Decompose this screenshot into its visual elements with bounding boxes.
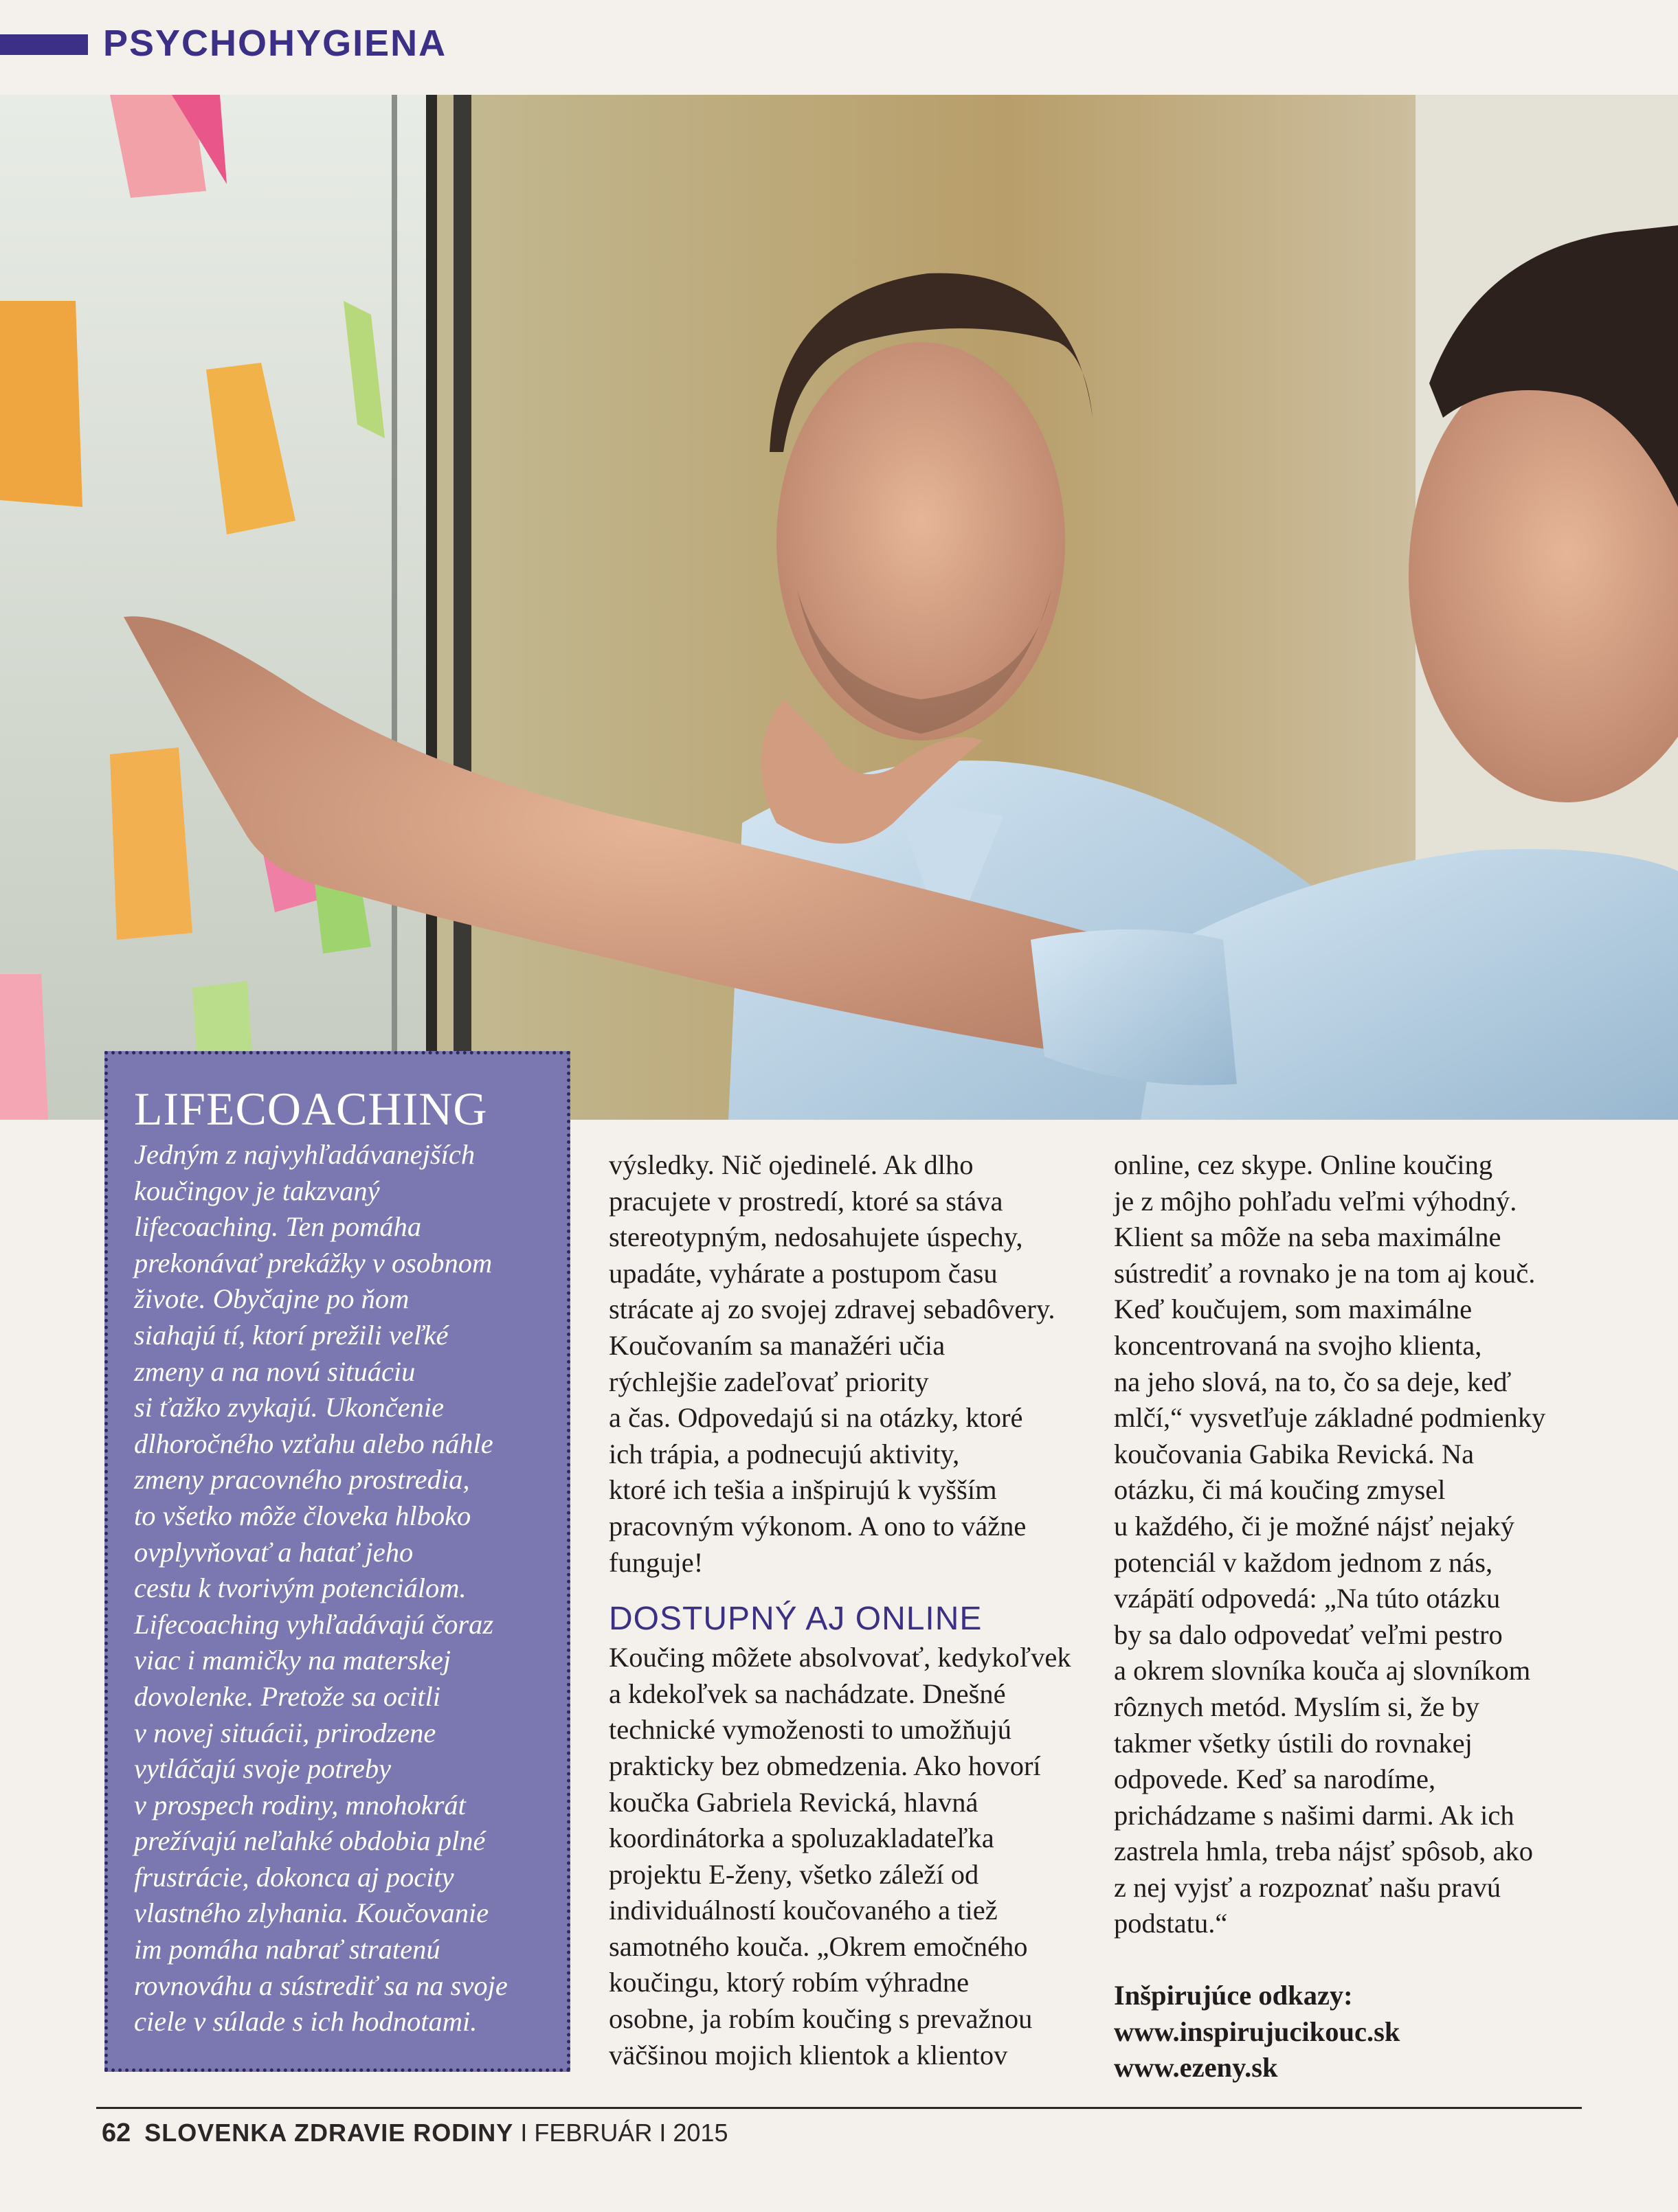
text-line: a čas. Odpovedajú si na otázky, ktoré xyxy=(609,1402,1023,1434)
sidebar-line: zmeny pracovného prostredia, xyxy=(134,1464,470,1496)
sidebar-line: prekonávať prekážky v osobnom xyxy=(134,1247,493,1278)
text-line: Keď koučujem, som maximálne xyxy=(1114,1294,1473,1325)
text-line: takmer všetky ústili do rovnakej xyxy=(1114,1727,1473,1759)
text-line: mlčí,“ vysvetľuje základné podmienky xyxy=(1114,1402,1546,1434)
sidebar-line: zmeny a na novú situáciu xyxy=(134,1355,416,1387)
text-line: prichádzame s našimi darmi. Ak ich xyxy=(1114,1799,1514,1831)
text-line: Koučing môžete absolvovať, kedykoľvek xyxy=(609,1642,1071,1673)
section-title: PSYCHOHYGIENA xyxy=(103,23,447,64)
text-line: stereotypným, nedosahujete úspechy, xyxy=(609,1221,1023,1253)
issue-month: FEBRUÁR xyxy=(534,2119,653,2147)
text-line: pracujete v prostredí, ktoré sa stáva xyxy=(609,1185,1003,1217)
sidebar-line: siahajú tí, ktorí prežili veľké xyxy=(134,1319,449,1351)
footer-separator: I xyxy=(520,2119,528,2147)
text-line: online, cez skype. Online koučing xyxy=(1114,1149,1493,1180)
sidebar-line: lifecoaching. Ten pomáha xyxy=(134,1211,422,1243)
subheading: DOSTUPNÝ AJ ONLINE xyxy=(609,1601,983,1638)
sidebar-line: Lifecoaching vyhľadávajú čoraz xyxy=(134,1608,494,1640)
text-line: odpovede. Keď sa narodíme, xyxy=(1114,1763,1436,1795)
text-line: osobne, ja robím koučing s prevažnou xyxy=(609,2003,1033,2035)
text-line: pracovným výkonom. A ono to vážne xyxy=(609,1510,1027,1542)
text-line: rýchlejšie zadeľovať priority xyxy=(609,1366,929,1397)
links-title: Inšpirujúce odkazy: xyxy=(1114,1980,1353,2011)
text-line: by sa dalo odpovedať veľmi pestro xyxy=(1114,1618,1503,1650)
text-line: na jeho slová, na to, čo sa deje, keď xyxy=(1114,1366,1512,1397)
text-line: ich trápia, a podnecujú aktivity, xyxy=(609,1438,960,1469)
link-inspirujucikouc[interactable]: www.inspirujucikouc.sk xyxy=(1114,2016,1400,2047)
text-line: z nej vyjsť a rozpoznať našu pravú xyxy=(1114,1871,1501,1903)
text-line: vzápätí odpovedá: „Na túto otázku xyxy=(1114,1583,1501,1614)
sidebar-line: dlhoročného vzťahu alebo náhle xyxy=(134,1427,493,1459)
links-block xyxy=(1114,1978,1609,2086)
page-footer xyxy=(102,2119,728,2148)
footer-rule xyxy=(96,2107,1582,2109)
sidebar-line: živote. Obyčajne po ňom xyxy=(134,1283,410,1315)
text-line: výsledky. Nič ojedinelé. Ak dlho xyxy=(609,1149,974,1180)
text-line: rôznych metód. Myslím si, že by xyxy=(1114,1691,1480,1722)
sidebar-line: Jedným z najvyhľadávanejších xyxy=(134,1139,476,1170)
sidebar-line: to všetko môže človeka hlboko xyxy=(134,1500,471,1531)
text-line: koučingu, ktorý robím výhradne xyxy=(609,1967,970,1998)
text-line: projektu E-ženy, všetko záleží od xyxy=(609,1858,979,1890)
sidebar-line: v prospech rodiny, mnohokrát xyxy=(134,1789,466,1820)
page-number: 62 xyxy=(102,2119,131,2147)
sidebar-title: LIFECOACHING xyxy=(134,1083,488,1135)
text-line: väčšinou mojich klientok a klientov xyxy=(609,2039,1008,2070)
sidebar-line: cestu k tvorivým potenciálom. xyxy=(134,1572,467,1604)
text-line: u každého, či je možné nájsť nejaký xyxy=(1114,1510,1514,1542)
text-line: upadáte, vyhárate a postupom času xyxy=(609,1257,998,1289)
sidebar-line: frustrácie, dokonca aj pocity xyxy=(134,1861,454,1893)
text-line: koučovania Gabika Revická. Na xyxy=(1114,1438,1475,1469)
text-line: prakticky bez obmedzenia. Ako hovorí xyxy=(609,1750,1041,1781)
text-line: potenciál v každom jednom z nás, xyxy=(1114,1546,1493,1578)
text-line: otázku, či má koučing zmysel xyxy=(1114,1474,1446,1506)
footer-separator: I xyxy=(659,2119,667,2147)
text-line: a kdekoľvek sa nachádzate. Dnešné xyxy=(609,1678,1006,1709)
text-line: ktoré ich tešia a inšpirujú k vyšším xyxy=(609,1474,997,1506)
text-line: Koučovaním sa manažéri učia xyxy=(609,1329,946,1361)
text-line: podstatu.“ xyxy=(1114,1908,1228,1939)
sidebar-line: vlastného zlyhania. Koučovanie xyxy=(134,1897,489,1929)
sidebar-line: ovplyvňovať a hatať jeho xyxy=(134,1536,414,1568)
text-line: zastrela hmla, treba nájsť spôsob, ako xyxy=(1114,1836,1533,1867)
section-bar xyxy=(0,34,88,55)
link-ezeny[interactable]: www.ezeny.sk xyxy=(1114,2052,1278,2084)
text-line: koordinátorka a spoluzakladateľka xyxy=(609,1822,994,1854)
sidebar-line: prežívajú neľahké obdobia plné xyxy=(134,1825,486,1857)
text-line: Klient sa môže na seba maximálne xyxy=(1114,1221,1501,1253)
article-column-right xyxy=(1114,1147,1609,2086)
article-column-middle xyxy=(609,1147,1104,2073)
sidebar-line: v novej situácii, prirodzene xyxy=(134,1717,436,1748)
text-line: funguje! xyxy=(609,1546,704,1578)
header-photo xyxy=(0,95,1678,1120)
lifecoaching-sidebar xyxy=(104,1051,570,2072)
text-line: sústrediť a rovnako je na tom aj kouč. xyxy=(1114,1257,1536,1289)
text-line: koncentrovaná na svojho klienta, xyxy=(1114,1329,1482,1361)
sidebar-line: viac i mamičky na materskej xyxy=(134,1645,451,1676)
sidebar-line: im pomáha nabrať stratenú xyxy=(134,1934,440,1965)
text-line: samotného kouča. „Okrem emočného xyxy=(609,1930,1028,1962)
sidebar-line: rovnováhu a sústrediť sa na svoje xyxy=(134,1970,508,2001)
text-line: a okrem slovníka kouča aj slovníkom xyxy=(1114,1655,1531,1686)
sidebar-line: ciele v súlade s ich hodnotami. xyxy=(134,2006,478,2038)
sidebar-text xyxy=(134,1137,546,2040)
sidebar-line: dovolenke. Pretože sa ocitli xyxy=(134,1680,441,1712)
sidebar-line: vytláčajú svoje potreby xyxy=(134,1753,392,1785)
text-line: koučka Gabriela Revická, hlavná xyxy=(609,1786,978,1818)
text-line: strácate aj zo svojej zdravej sebadôvery. xyxy=(609,1294,1055,1325)
magazine-name: SLOVENKA ZDRAVIE RODINY xyxy=(144,2119,514,2147)
text-line: individuálností koučovaného a tiež xyxy=(609,1895,998,1926)
sidebar-line: koučingov je takzvaný xyxy=(134,1175,380,1206)
text-line: je z môjho pohľadu veľmi výhodný. xyxy=(1114,1185,1517,1217)
sidebar-line: si ťažko zvykajú. Ukončenie xyxy=(134,1392,445,1423)
text-line: technické vymoženosti to umožňujú xyxy=(609,1714,1011,1746)
issue-year: 2015 xyxy=(673,2119,728,2147)
